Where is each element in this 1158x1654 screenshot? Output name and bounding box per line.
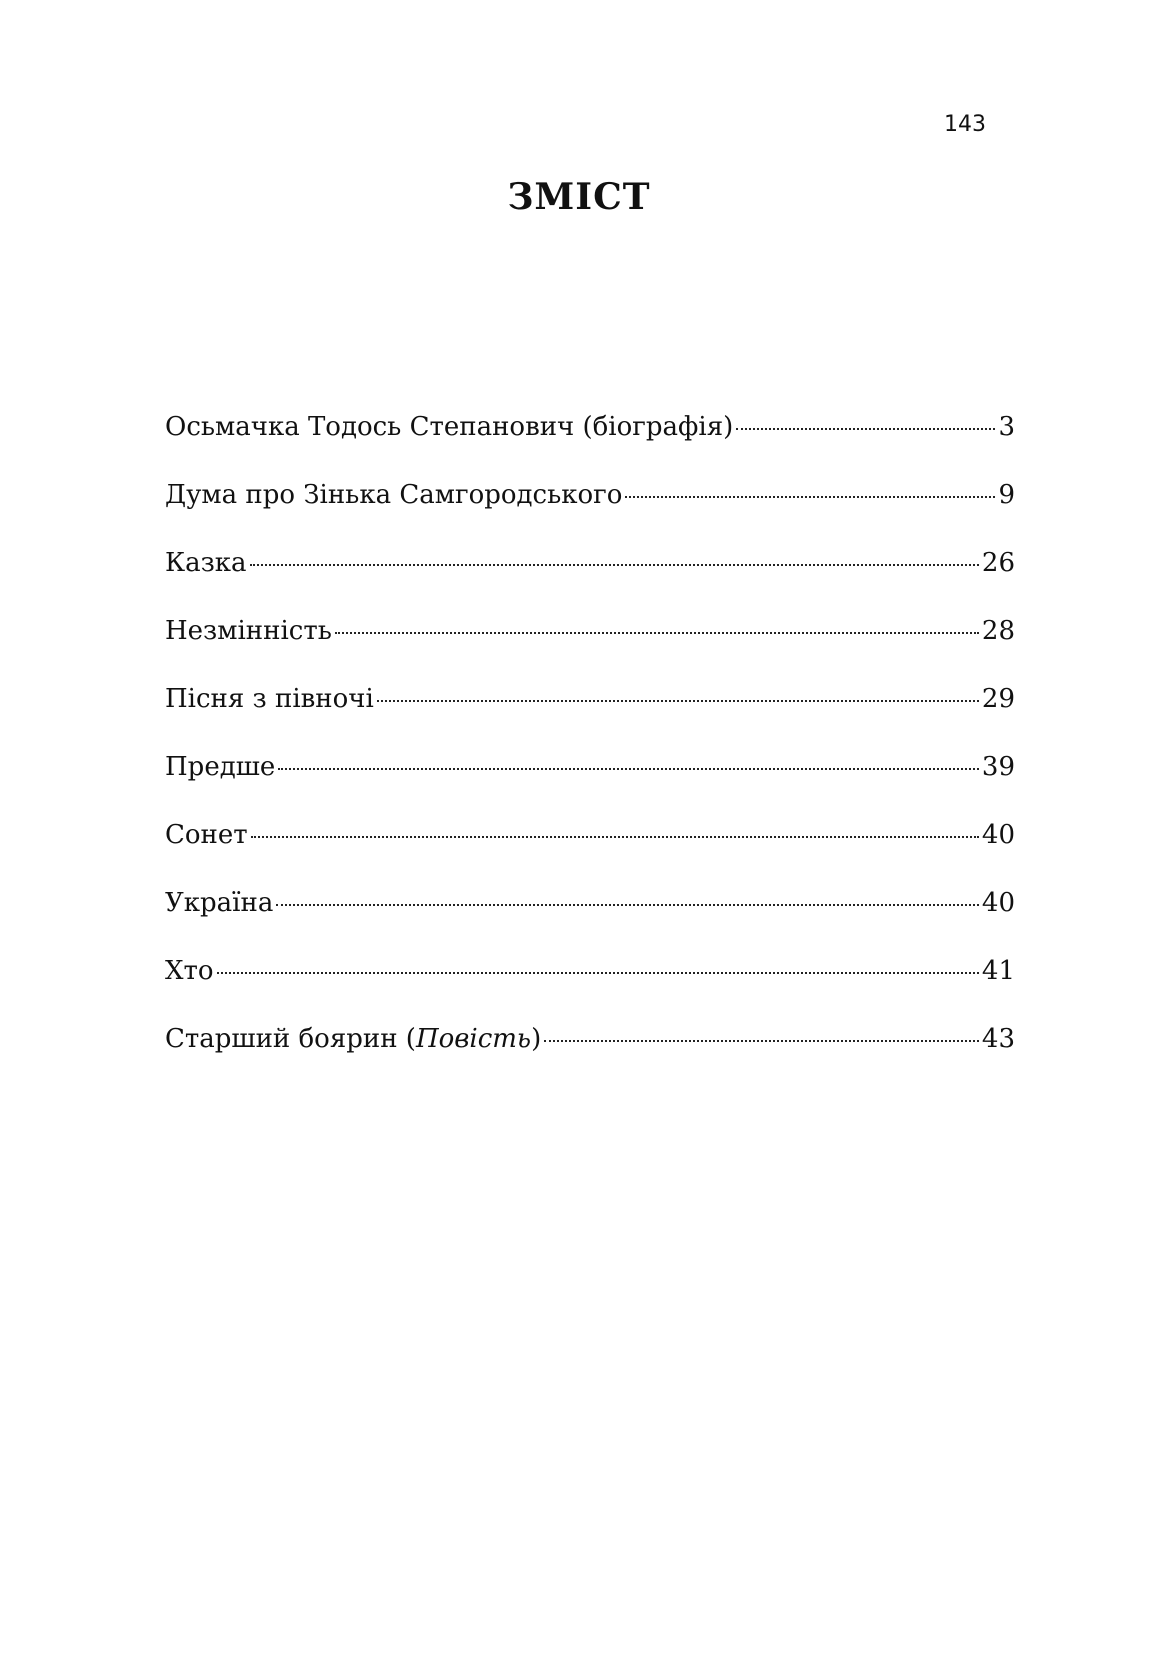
toc-entry-page: 26 [981, 548, 1015, 578]
dot-leader [217, 972, 979, 974]
page-number: 143 [944, 112, 986, 137]
dot-leader [276, 904, 979, 906]
page-title: ЗМІСТ [507, 176, 651, 218]
toc-entry-label: Незмінність [165, 616, 332, 646]
toc-entry-page: 41 [981, 956, 1015, 986]
dot-leader [335, 632, 979, 634]
toc-entry-ukraina[interactable] [165, 888, 1015, 956]
toc-entry-starshyi-boiaryn[interactable] [165, 1024, 1015, 1092]
toc-entry-kazka[interactable] [165, 548, 1015, 616]
toc-entry-label: Казка [165, 548, 247, 578]
toc-entry-page: 39 [981, 752, 1015, 782]
toc-entry-page: 28 [981, 616, 1015, 646]
toc-entry-duma[interactable] [165, 480, 1015, 548]
toc-entry-predshe[interactable] [165, 752, 1015, 820]
toc-entry-page: 9 [998, 480, 1015, 510]
toc-entry-page: 3 [998, 412, 1015, 442]
toc-entry-page: 40 [981, 888, 1015, 918]
dot-leader [250, 564, 979, 566]
toc-entry-khto[interactable] [165, 956, 1015, 1024]
dot-leader [377, 700, 979, 702]
toc-entry-sonet[interactable] [165, 820, 1015, 888]
toc-entry-label-italic: Повість [415, 1024, 532, 1054]
dot-leader [625, 496, 995, 498]
dot-leader [736, 428, 995, 430]
toc-entry-label: Осьмачка Тодось Степанович (біографія) [165, 412, 734, 442]
toc-entry-label-prefix: Старший боярин ( [165, 1024, 416, 1054]
toc-entry-page: 43 [981, 1024, 1015, 1054]
toc-entry-label: Хто [165, 956, 214, 986]
toc-entry-label-suffix: ) [531, 1024, 542, 1054]
toc-entry-nezminnist[interactable] [165, 616, 1015, 684]
dot-leader [544, 1040, 979, 1042]
toc-entry-label: Сонет [165, 820, 248, 850]
toc-entry-label: Пісня з півночі [165, 684, 374, 714]
toc-entry-label: Україна [165, 888, 274, 918]
toc-entry-page: 29 [981, 684, 1015, 714]
toc-entry-label [165, 1024, 541, 1054]
toc-entry-biography[interactable] [165, 412, 1015, 480]
toc-entry-label: Предше [165, 752, 276, 782]
toc-entry-label: Дума про Зінька Самгородського [165, 480, 623, 510]
toc-entry-page: 40 [981, 820, 1015, 850]
dot-leader [251, 836, 979, 838]
toc-entry-pisnia[interactable] [165, 684, 1015, 752]
dot-leader [278, 768, 979, 770]
table-of-contents [165, 412, 1015, 1092]
